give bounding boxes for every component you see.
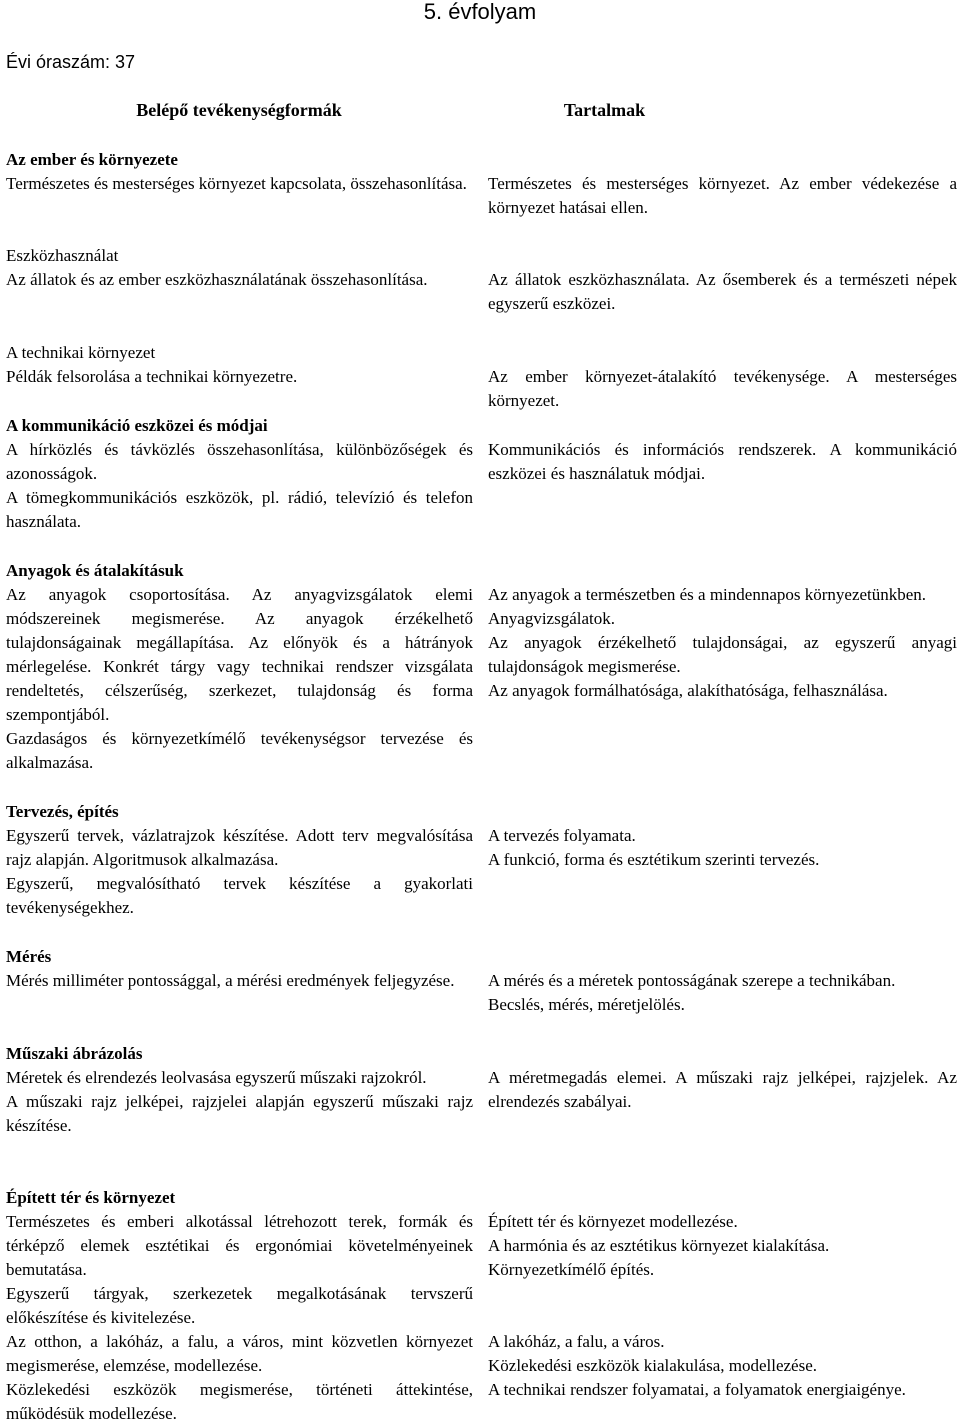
page-title: 5. évfolyam — [423, 0, 537, 24]
section-title: A technikai környezet — [6, 343, 156, 362]
content-text: Az anyagok formálhatósága, alakíthatósága, felhasználása. — [488, 681, 888, 700]
section-title: Eszközhasználat — [6, 246, 119, 265]
content-text: Becslés, mérés, méretjelölés. — [488, 995, 685, 1014]
activity-text: Természetes és mesterséges környezet kapcsolata, összehasonlítása. — [6, 174, 467, 193]
section-left — [6, 414, 473, 534]
section-left — [6, 244, 473, 292]
section-title: Tervezés, építés — [6, 802, 119, 821]
activity-text: Az anyagok csoportosítása. Az anyagvizsgálatok elemi módszereinek megismerése. Az anyagok érzékelhető tulajdonságainak megállapítása. Az előnyök és a hátrányok mérlegelése. Konkrét tárgy vagy technikai rendszer vizsgálata rendeltetés, célszerűség, szerkezet, tulajdonság és forma szempontjából. — [6, 585, 473, 724]
section-title: Épített tér és környezet — [6, 1188, 176, 1207]
section-left — [6, 1042, 473, 1138]
section-right — [488, 583, 957, 703]
activity-text: Méretek és elrendezés leolvasása egyszerű műszaki rajzokról. — [6, 1068, 427, 1087]
section-left — [6, 148, 473, 196]
content-text: Kommunikációs és információs rendszerek. A kommunikáció eszközei és használatuk módjai. — [488, 440, 957, 483]
content-text: A méretmegadás elemei. A műszaki rajz jelképei, rajzjelek. Az elrendezés szabályai. — [488, 1068, 957, 1111]
content-text: Az anyagok érzékelhető tulajdonságai, az egyszerű anyagi tulajdonságok megismerése. — [488, 633, 957, 676]
activity-text: Mérés milliméter pontossággal, a mérési eredmények feljegyzése. — [6, 971, 455, 990]
section-left — [6, 341, 473, 389]
section-right — [488, 1066, 957, 1114]
content-text: Közlekedési eszközök kialakulása, modellezése. — [488, 1356, 818, 1375]
activity-text: Gazdaságos és környezetkímélő tevékenységsor tervezése és alkalmazása. — [6, 729, 473, 772]
activity-text: Közlekedési eszközök megismerése, történeti áttekintése, működésük modellezése. — [6, 1380, 473, 1423]
activity-text: A tömegkommunikációs eszközök, pl. rádió, televízió és telefon használata. — [6, 488, 473, 531]
section-title: Az ember és környezete — [6, 150, 178, 169]
section-right — [488, 438, 957, 486]
section-right — [488, 172, 957, 220]
content-text: A lakóház, a falu, a város. — [488, 1332, 665, 1351]
content-text: Épített tér és környezet modellezése. — [488, 1212, 738, 1231]
content-text: Az anyagok a természetben és a mindennapos környezetünkben. — [488, 585, 927, 604]
content-text: Anyagvizsgálatok. — [488, 609, 615, 628]
section-right — [488, 1210, 957, 1402]
content-text: A harmónia és az esztétikus környezet kialakítása. — [488, 1236, 830, 1255]
activity-text: A hírközlés és távközlés összehasonlítása, különbözőségek és azonosságok. — [6, 440, 473, 483]
activity-text: Egyszerű tárgyak, szerkezetek megalkotásának tervszerű előkészítése és kivitelezése. — [6, 1284, 473, 1327]
annual-hours: Évi óraszám: 37 — [6, 52, 136, 72]
column-header-activities: Belépő tevékenységformák — [136, 100, 342, 120]
section-title: Műszaki ábrázolás — [6, 1044, 143, 1063]
content-text: A mérés és a méretek pontosságának szerepe a technikában. — [488, 971, 896, 990]
section-title: Mérés — [6, 947, 52, 966]
section-title: A kommunikáció eszközei és módjai — [6, 416, 268, 435]
activity-text: Egyszerű, megvalósítható tervek készítése a gyakorlati tevékenységekhez. — [6, 874, 473, 917]
activity-text: Egyszerű tervek, vázlatrajzok készítése. Adott terv megvalósítása rajz alapján. Algoritmusok alkalmazása. — [6, 826, 473, 869]
activity-text: Példák felsorolása a technikai környezetre. — [6, 367, 298, 386]
content-text: Természetes és mesterséges környezet. Az ember védekezése a környezet hatásai ellen. — [488, 174, 957, 217]
section-left — [6, 945, 473, 993]
section-title: Anyagok és átalakításuk — [6, 561, 184, 580]
section-left — [6, 800, 473, 920]
section-right — [488, 268, 957, 316]
content-spacer — [488, 1282, 957, 1330]
section-right — [488, 824, 957, 872]
content-text: A tervezés folyamata. — [488, 826, 636, 845]
content-text: Az állatok eszközhasználata. Az ősemberek és a természeti népek egyszerű eszközei. — [488, 270, 957, 313]
activity-text: Természetes és emberi alkotással létrehozott terek, formák és térképző elemek esztétikai és ergonómiai követelményeinek bemutatása. — [6, 1212, 473, 1279]
column-header-contents: Tartalmak — [563, 100, 646, 120]
activity-text: A műszaki rajz jelképei, rajzjelei alapján egyszerű műszaki rajz készítése. — [6, 1092, 473, 1135]
section-left — [6, 1186, 473, 1426]
content-text: Környezetkímélő építés. — [488, 1260, 655, 1279]
section-right — [488, 969, 957, 1017]
section-left — [6, 559, 473, 775]
content-text: Az ember környezet-átalakító tevékenysége. A mesterséges környezet. — [488, 367, 957, 410]
content-text: A funkció, forma és esztétikum szerinti tervezés. — [488, 850, 820, 869]
activity-text: Az otthon, a lakóház, a falu, a város, mint közvetlen környezet megismerése, elemzése, modellezése. — [6, 1332, 473, 1375]
activity-text: Az állatok és az ember eszközhasználatának összehasonlítása. — [6, 270, 428, 289]
content-text: A technikai rendszer folyamatai, a folyamatok energiaigénye. — [488, 1380, 906, 1399]
section-right — [488, 365, 957, 413]
